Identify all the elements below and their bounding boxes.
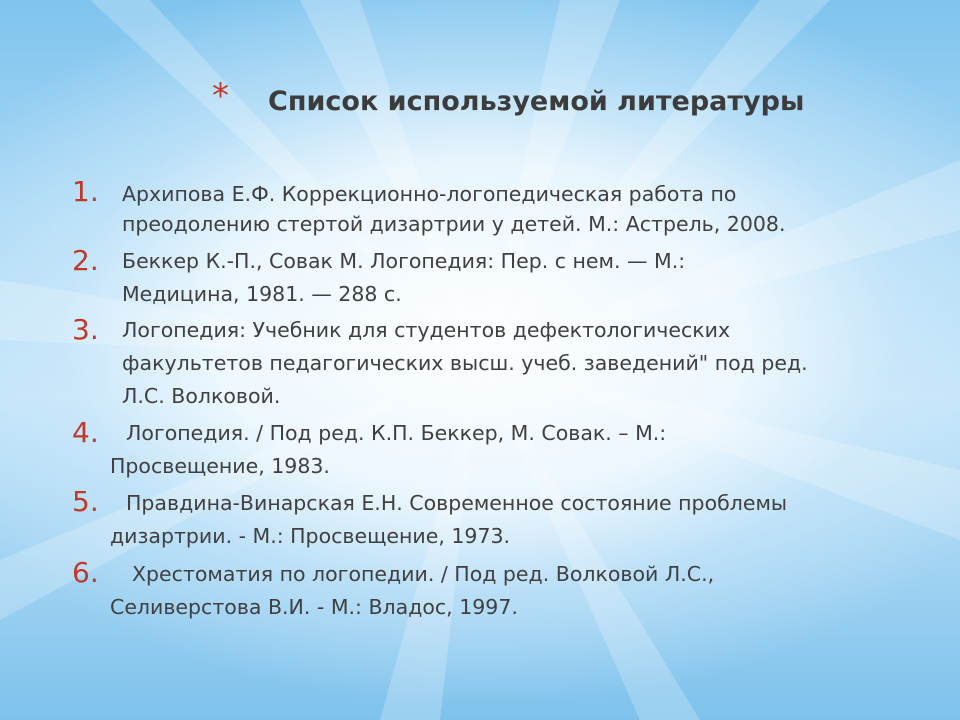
reference-text-line: преодолению стертой дизартрии у детей. М.: Астрель, 2008. [122,212,786,236]
reference-number: 2. [72,244,99,277]
reference-text-line: Правдина-Винарская Е.Н. Современное состояние проблемы [126,491,788,515]
reference-number: 4. [72,416,99,449]
reference-text-line: дизартрии. - М.: Просвещение, 1973. [110,524,511,548]
reference-text-line: факультетов педагогических высш. учеб. заведений" под ред. [122,351,808,375]
reference-number: 3. [72,313,99,346]
reference-text-line: Просвещение, 1983. [110,454,330,478]
reference-number: 1. [72,175,99,208]
title-text: Список используемой литературы [268,86,805,117]
reference-text-line: Архипова Е.Ф. Коррекционно-логопедическая работа по [122,182,737,206]
reference-text-line: Медицина, 1981. — 288 с. [122,282,402,306]
reference-text-line: Логопедия. / Под ред. К.П. Беккер, М. Совак. – М.: [126,421,667,445]
title-bullet-icon: * [212,76,229,116]
reference-text-line: Логопедия: Учебник для студентов дефектологических [122,318,731,342]
reference-text-line: Хрестоматия по логопедии. / Под ред. Волковой Л.С., [132,562,715,586]
reference-number: 5. [72,485,99,518]
reference-number: 6. [72,556,99,589]
reference-text-line: Беккер К.-П., Совак М. Логопедия: Пер. с нем. — М.: [122,249,686,273]
reference-text-line: Селиверстова В.И. - М.: Владос, 1997. [110,595,518,619]
reference-text-line: Л.С. Волковой. [122,384,281,408]
